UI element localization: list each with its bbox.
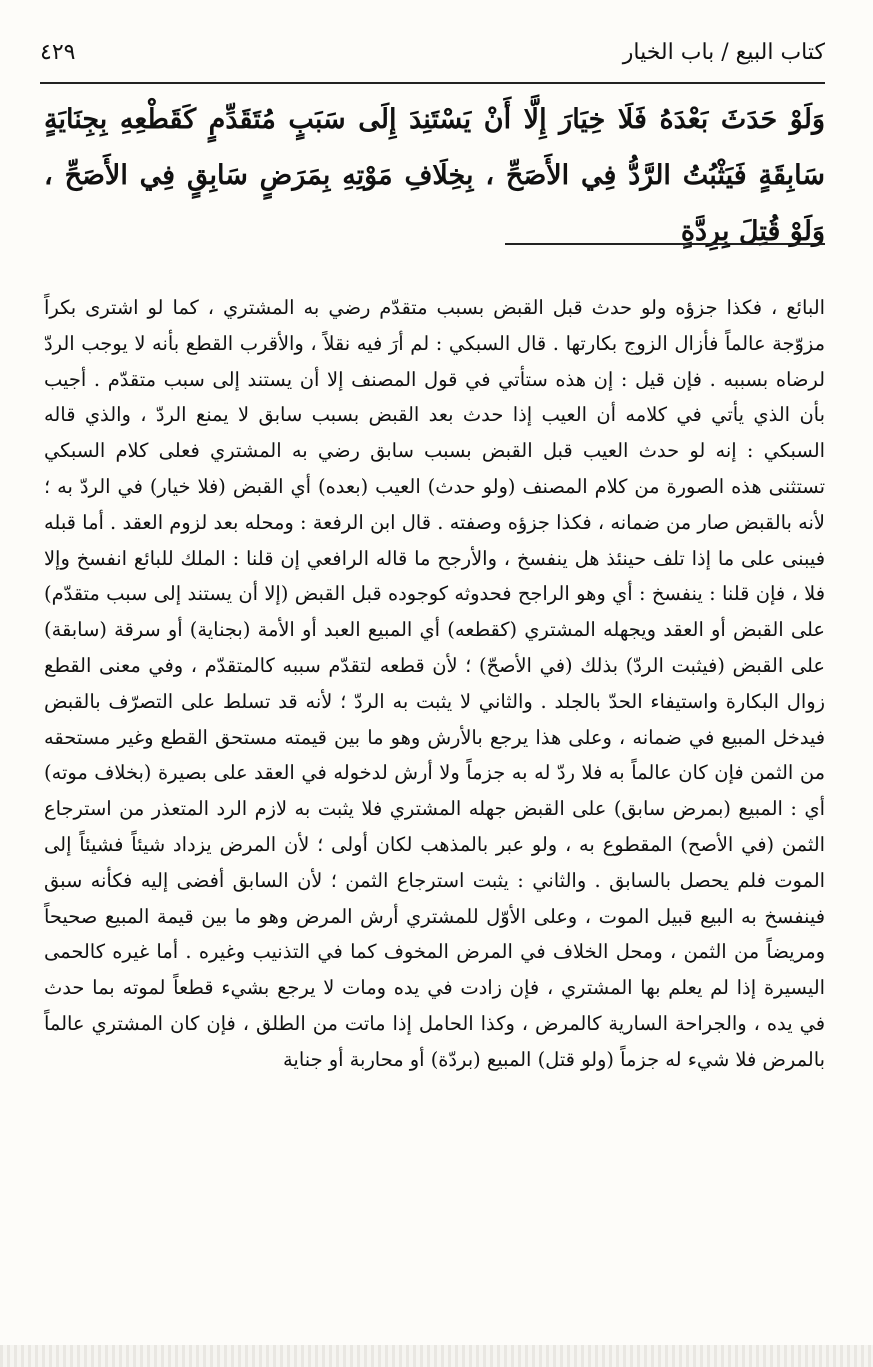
page-header <box>40 34 825 84</box>
main-text: وَلَوْ حَدَثَ بَعْدَهُ فَلَا خِيَارَ إِلَّا أَنْ يَسْتَنِدَ إِلَى سَبَبٍ مُتَقَدِّمٍ كَقَطْعِهِ بِجِنَايَةٍ سَابِقَةٍ فَيَثْبُتُ الرَّدُّ فِي الأَصَحِّ ، بِخِلَافِ مَوْتِهِ بِمَرَضٍ سَابِقٍ فِي الأَصَحِّ ، وَلَوْ قُتِلَ بِرِدَّةٍ <box>44 104 825 247</box>
running-title: كتاب البيع / باب الخيار <box>622 40 825 65</box>
scan-edge-border <box>0 1345 873 1367</box>
page-number: ٤٢٩ <box>40 40 76 65</box>
commentary-text <box>44 290 825 1078</box>
commentary-paragraph: البائع ، فكذا جزؤه ولو حدث قبل القبض بسبب متقدّم رضي به المشتري ، كما لو اشترى بكراً مزوّجة عالماً فأزال الزوج بكارتها . قال السبكي : لم أرَ فيه نقلاً ، والأقرب القطع بأنه لا يوجب الردّ لرضاه بسببه . فإن قيل : إن هذه ستأتي في قول المصنف إلا أن يستند إلى سبب متقدّم . أجيب بأن الذي يأتي في كلامه أن العيب إذا حدث بعد القبض بسبب سابق لا يمنع الردّ ، والذي قاله السبكي : إنه لو حدث العيب قبل القبض بسبب سابق رضي به المشتري فعلى كلام السبكي تستثنى هذه الصورة من كلام المصنف (ولو حدث) العيب (بعده) أي القبض (فلا خيار) في الردّ به ؛ لأنه بالقبض صار من ضمانه ، فكذا جزؤه وصفته . قال ابن الرفعة : ومحله بعد لزوم العقد . أما قبله فيبنى على ما إذا تلف حينئذ هل ينفسخ ، والأرجح ما قاله الرافعي إن قلنا : الملك للبائع انفسخ وإلا فلا ، فإن قلنا : ينفسخ : أي وهو الراجح فحدوثه كوجوده قبل القبض (إلا أن يستند إلى سبب متقدّم) على القبض أو العقد ويجهله المشتري (كقطعه) أي المبيع العبد أو الأمة (بجناية) أو سرقة (سابقة) على القبض (فيثبت الردّ) بذلك (في الأصحّ) ؛ لأن قطعه لتقدّم سببه كالمتقدّم ، وفي معنى القطع زوال البكارة واستيفاء الحدّ بالجلد . والثاني لا يثبت به الردّ ؛ لأنه قد تسلط على التصرّف بالقبض فيدخل المبيع في ضمانه ، وعلى هذا يرجع بالأرش وهو ما بين قيمته مستحق القطع وغير مستحقه من الثمن فإن كان عالماً به فلا ردّ له به جزماً ولا أرش لدخوله في العقد على بصيرة (بخلاف موته) أي : المبيع (بمرض سابق) على القبض جهله المشتري فلا يثبت به لازم الرد المتعذر من استرجاع الثمن (في الأصح) المقطوع به ، ولو عبر بالمذهب لكان أولى ؛ لأن المرض يزداد شيئاً فشيئاً إلى الموت فلم يحصل بالسابق . والثاني : يثبت استرجاع الثمن ؛ لأن السابق أفضى إليه فكأنه سبق فينفسخ به البيع قبيل الموت ، وعلى الأوّل للمشتري أرش المرض وهو ما بين قيمة المبيع صحيحاً ومريضاً من الثمن ، ومحل الخلاف في المرض المخوف كما في التذنيب وغيره . أما غيره كالحمى اليسيرة إذا لم يعلم بها المشتري ، فإن زادت في يده ومات لا يرجع بشيء قطعاً لموته بما حدث في يده ، والجراحة السارية كالمرض ، وكذا الحامل إذا ماتت من الطلق ، فإن كان المشتري عالماً بالمرض فلا شيء له جزماً (ولو قتل) المبيع (بردّة) أو محاربة أو جناية <box>44 296 825 1071</box>
separator-line <box>505 243 825 245</box>
